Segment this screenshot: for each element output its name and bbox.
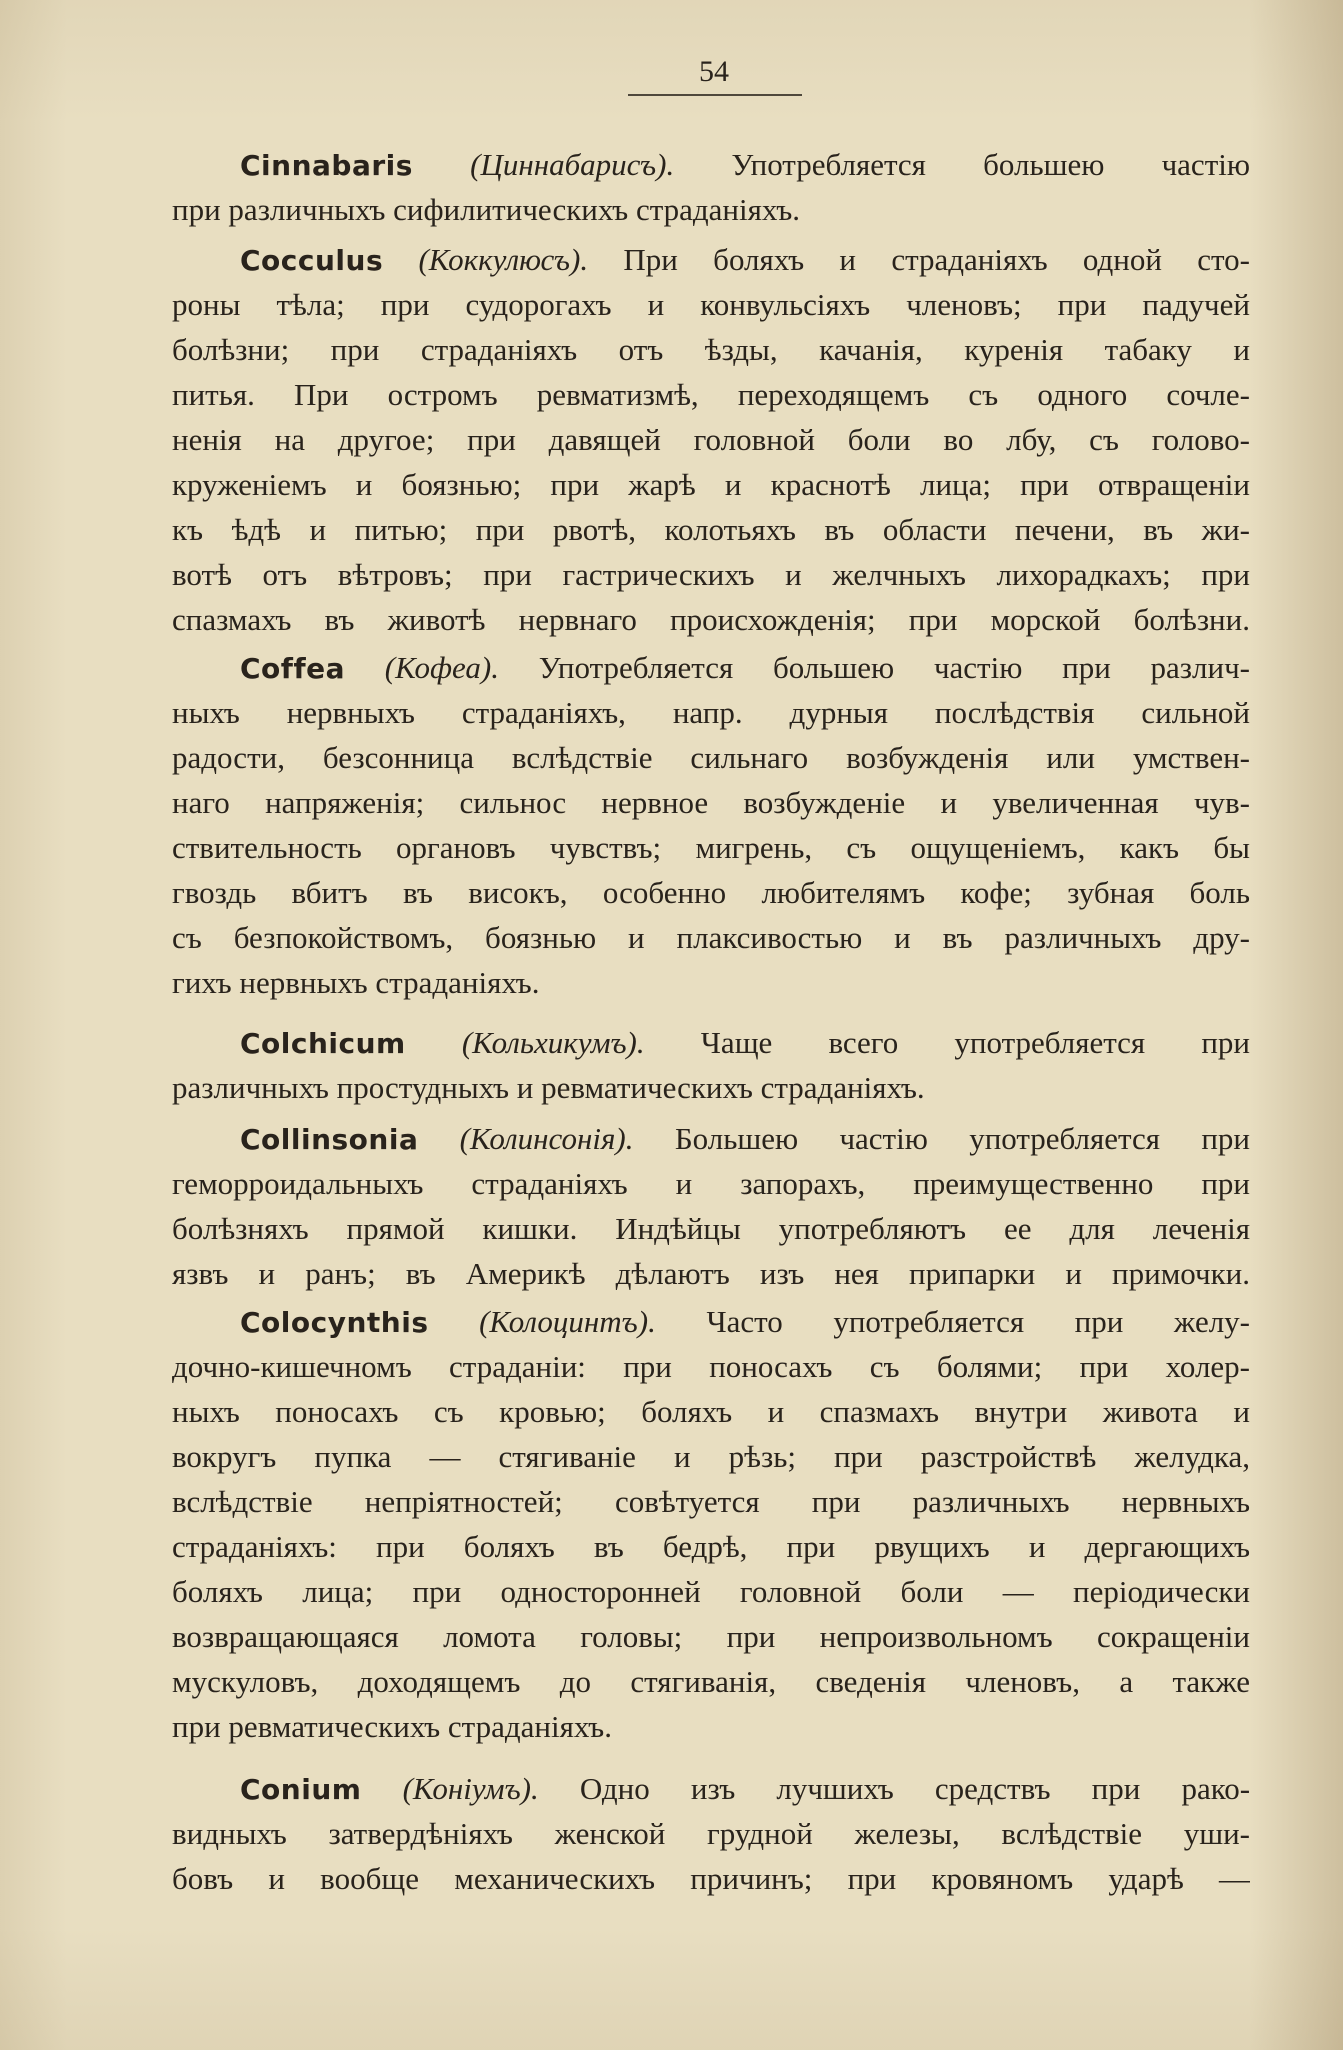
text-line: питья. При остромъ ревматизмѣ, переходящемъ съ одного сочле-: [172, 377, 1250, 412]
text-line: гвоздь вбитъ въ високъ, особенно любителямъ кофе; зубная боль: [172, 875, 1250, 910]
page-number-rule: [628, 94, 802, 96]
entry-lead-text: Употребляется большею частію: [731, 147, 1250, 182]
remedy-name: Colocynthis: [240, 1306, 429, 1339]
entry-lead-text: Одно изъ лучшихъ средствъ при рако-: [579, 1771, 1250, 1806]
entry-lead-text: При боляхъ и страданіяхъ одной сто-: [623, 242, 1250, 277]
remedy-name: Coffea: [240, 652, 346, 685]
text-line: дочно-кишечномъ страданіи: при поносахъ съ болями; при холер-: [172, 1349, 1250, 1384]
text-line: съ безпокойствомъ, боязнью и плаксивостью и въ различныхъ дру-: [172, 920, 1250, 955]
remedy-russian-name: (Коккулюсъ).: [418, 242, 589, 277]
text-line: при ревматическихъ страданіяхъ.: [172, 1709, 612, 1744]
entry-lead-text: Часто употребляется при желу-: [706, 1304, 1250, 1339]
text-line: бовъ и вообще механическихъ причинъ; при кровяномъ ударѣ —: [172, 1861, 1250, 1896]
entry-first-line: [172, 1766, 1250, 1811]
text-line: вотѣ отъ вѣтровъ; при гастрическихъ и желчныхъ лихорадкахъ; при: [172, 557, 1250, 592]
text-line: спазмахъ въ животѣ нервнаго происхожденія; при морской болѣзни.: [172, 602, 1250, 637]
entry-coffea: [172, 645, 1250, 1005]
remedy-russian-name: (Колоцинтъ).: [479, 1304, 656, 1339]
remedy-russian-name: (Циннабарисъ).: [470, 147, 675, 182]
text-line: мускуловъ, доходящемъ до стягиванія, сведенія членовъ, а также: [172, 1664, 1250, 1699]
entry-colchicum: [172, 1020, 1250, 1110]
entry-first-line: [172, 142, 1250, 187]
text-line: геморроидальныхъ страданіяхъ и запорахъ, преимущественно при: [172, 1166, 1250, 1201]
remedy-russian-name: (Кольхикумъ).: [461, 1025, 645, 1060]
remedy-russian-name: (Кофеа).: [384, 650, 499, 685]
remedy-russian-name: (Коніумъ).: [402, 1771, 539, 1806]
entry-first-line: [172, 1299, 1250, 1344]
text-line: ныхъ нервныхъ страданіяхъ, напр. дурныя послѣдствія сильной: [172, 695, 1250, 730]
entry-collinsonia: [172, 1116, 1250, 1296]
entry-lead-text: Употребляется большею частію при различ-: [538, 650, 1250, 685]
text-line: круженіемъ и боязнью; при жарѣ и краснотѣ лица; при отвращеніи: [172, 467, 1250, 502]
text-line: вокругъ пупка — стягиваніе и рѣзь; при разстройствѣ желудка,: [172, 1439, 1250, 1474]
entry-cinnabaris: [172, 142, 1250, 232]
text-line: ныхъ поносахъ съ кровью; боляхъ и спазмахъ внутри живота и: [172, 1394, 1250, 1429]
entry-lead-text: Большею частію употребляется при: [674, 1121, 1250, 1156]
entry-lead-text: Чаще всего употребляется при: [700, 1025, 1250, 1060]
text-line: видныхъ затвердѣніяхъ женской грудной железы, вслѣдствіе уши-: [172, 1816, 1250, 1851]
text-line: боляхъ лица; при односторонней головной боли — періодически: [172, 1574, 1250, 1609]
text-line: наго напряженія; сильнос нервное возбужденіе и увеличенная чув-: [172, 785, 1250, 820]
text-line: вслѣдствіе непріятностей; совѣтуется при различныхъ нервныхъ: [172, 1484, 1250, 1519]
text-line: при различныхъ сифилитическихъ страданіяхъ.: [172, 192, 800, 227]
text-line: роны тѣла; при судорогахъ и конвульсіяхъ членовъ; при падучей: [172, 287, 1250, 322]
text-line: болѣзни; при страданіяхъ отъ ѣзды, качанія, куренія табаку и: [172, 332, 1250, 367]
text-line: радости, безсонница вслѣдствіе сильнаго возбужденія или умствен-: [172, 740, 1250, 775]
text-line: возвращающаяся ломота головы; при непроизвольномъ сокращеніи: [172, 1619, 1250, 1654]
entry-first-line: [172, 645, 1250, 690]
entry-first-line: [172, 1020, 1250, 1065]
text-block: [172, 142, 1250, 1901]
entry-conium: [172, 1766, 1250, 1901]
remedy-name: Conium: [240, 1773, 362, 1806]
text-line: гихъ нервныхъ страданіяхъ.: [172, 965, 540, 1000]
remedy-name: Collinsonia: [240, 1123, 419, 1156]
text-line: язвъ и ранъ; въ Америкѣ дѣлаютъ изъ нея припарки и примочки.: [172, 1256, 1250, 1291]
entry-first-line: [172, 1116, 1250, 1161]
page-number: 54: [699, 55, 729, 88]
entry-cocculus: [172, 237, 1250, 642]
remedy-russian-name: (Колинсонія).: [459, 1121, 634, 1156]
text-line: различныхъ простудныхъ и ревматическихъ страданіяхъ.: [172, 1070, 925, 1105]
text-line: ствительность органовъ чувствъ; мигрень, съ ощущеніемъ, какъ бы: [172, 830, 1250, 865]
remedy-name: Cocculus: [240, 244, 384, 277]
entry-first-line: [172, 237, 1250, 282]
entry-colocynthis: [172, 1299, 1250, 1749]
text-line: ненія на другое; при давящей головной боли во лбу, съ голово-: [172, 422, 1250, 457]
remedy-name: Colchicum: [240, 1027, 406, 1060]
text-line: болѣзняхъ прямой кишки. Индѣйцы употребляютъ ее для леченія: [172, 1211, 1250, 1246]
remedy-name: Cinnabaris: [240, 149, 413, 182]
text-line: страданіяхъ: при боляхъ въ бедрѣ, при рвущихъ и дергающихъ: [172, 1529, 1250, 1564]
text-line: къ ѣдѣ и питью; при рвотѣ, колотьяхъ въ области печени, въ жи-: [172, 512, 1250, 547]
